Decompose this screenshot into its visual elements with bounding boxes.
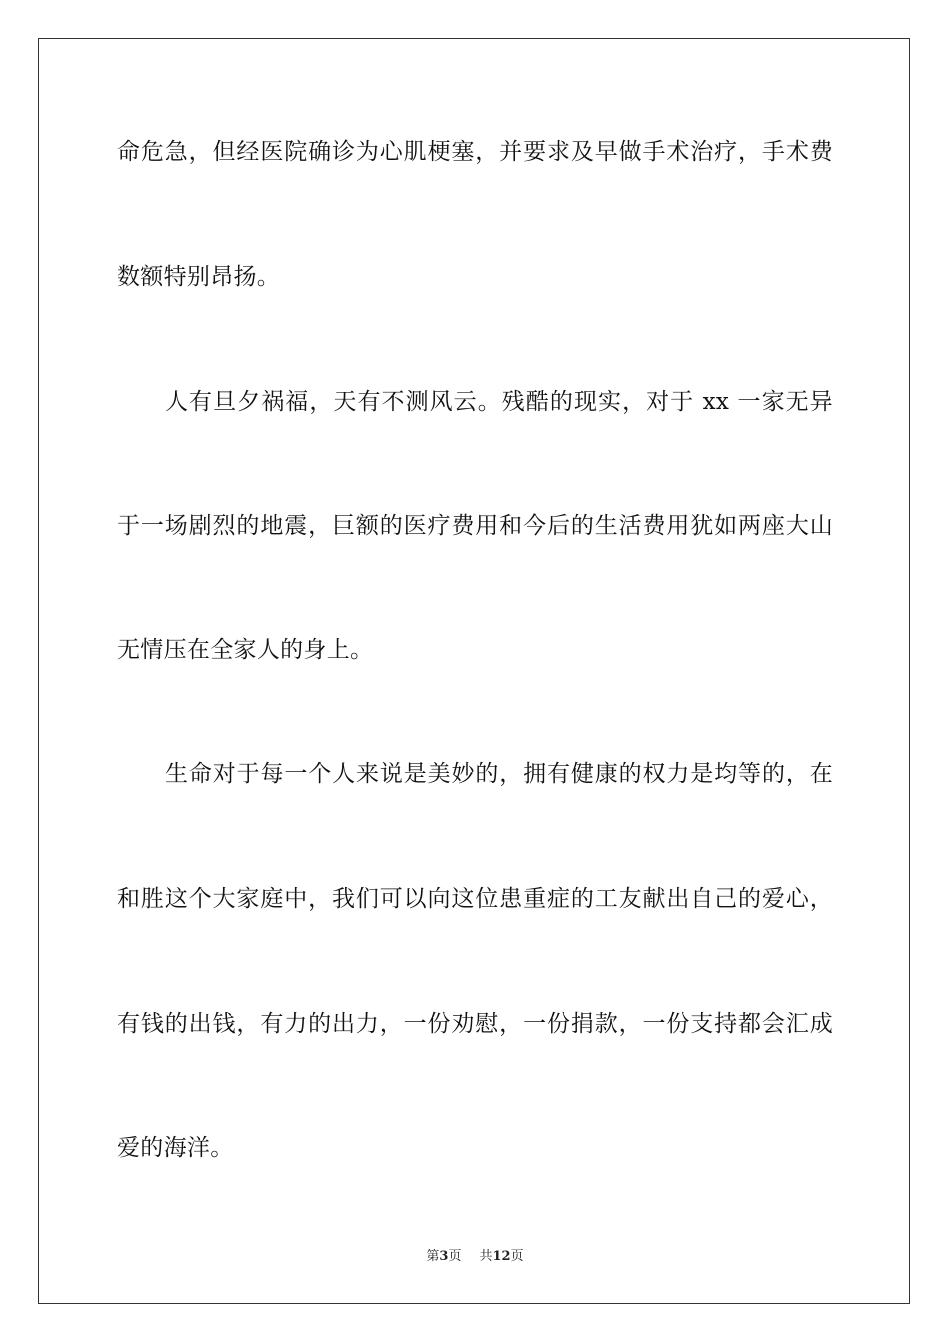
text-line-3: 人有旦夕祸福，天有不测风云。残酷的现实，对于 xx 一家无异 (165, 389, 833, 415)
text-line-4: 于一场剧烈的地震，巨额的医疗费用和今后的生活费用犹如两座大山 (117, 513, 833, 539)
total-suffix: 页 (510, 1249, 524, 1264)
text-line-2: 数额特别昂扬。 (117, 264, 281, 290)
page-footer (0, 1248, 950, 1266)
text-line-8: 有钱的出钱，有力的出力，一份劝慰，一份捐款，一份支持都会汇成 (117, 1011, 833, 1037)
text-line-9: 爱的海洋。 (117, 1135, 234, 1161)
page-suffix: 页 (448, 1249, 462, 1264)
text-line-7: 和胜这个大家庭中，我们可以向这位患重症的工友献出自己的爱心， (117, 886, 833, 912)
text-line-5: 无情压在全家人的身上。 (117, 637, 374, 663)
total-prefix: 共 (479, 1249, 493, 1264)
page-current: 3 (439, 1249, 449, 1264)
text-line-6: 生命对于每一个人来说是美妙的，拥有健康的权力是均等的，在 (165, 761, 833, 787)
page-prefix: 第 (426, 1249, 440, 1264)
text-line-1: 命危急，但经医院确诊为心肌梗塞，并要求及早做手术治疗，手术费 (117, 139, 833, 165)
page-border (38, 38, 910, 1304)
page-total: 12 (492, 1249, 511, 1264)
